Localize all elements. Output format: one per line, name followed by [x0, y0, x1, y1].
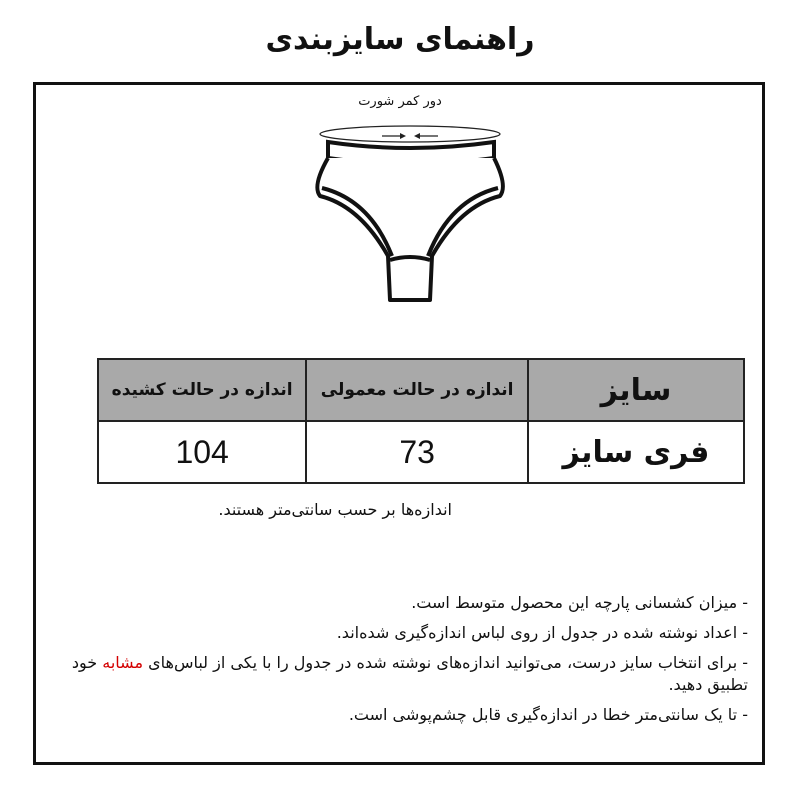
- page-title: راهنمای سایزبندی: [265, 22, 535, 57]
- note-text: - برای انتخاب سایز درست، می‌توانید اندازه‌های نوشته شده در جدول را با یکی از لباس‌های: [148, 653, 748, 672]
- waist-label: دور کمر شورت: [358, 94, 442, 109]
- cell-stretched: 104: [98, 421, 306, 483]
- table-header-row: [98, 359, 744, 421]
- header-stretched: اندازه در حالت کشیده: [98, 359, 306, 421]
- list-item: - اعداد نوشته شده در جدول از روی لباس اندازه‌گیری شده‌اند.: [336, 623, 748, 642]
- note-rest: خود تطبیق دهید.: [71, 653, 748, 694]
- underwear-illustration: [300, 96, 520, 306]
- list-item: - میزان کشسانی پارچه این محصول متوسط است.: [411, 593, 748, 612]
- waist-measure-ellipse: [320, 126, 500, 142]
- header-size: سایز: [528, 359, 744, 421]
- header-normal: اندازه در حالت معمولی: [306, 359, 528, 421]
- list-item: [60, 652, 748, 696]
- size-table: [97, 358, 745, 484]
- notes-list: [60, 592, 748, 734]
- table-row: [98, 421, 744, 483]
- cell-normal: 73: [306, 421, 528, 483]
- note-highlight: مشابه: [102, 653, 144, 672]
- list-item: - تا یک سانتی‌متر خطا در اندازه‌گیری قابل چشم‌پوشی است.: [348, 705, 748, 724]
- unit-note: اندازه‌ها بر حسب سانتی‌متر هستند.: [218, 500, 452, 519]
- cell-size: فری سایز: [528, 421, 744, 483]
